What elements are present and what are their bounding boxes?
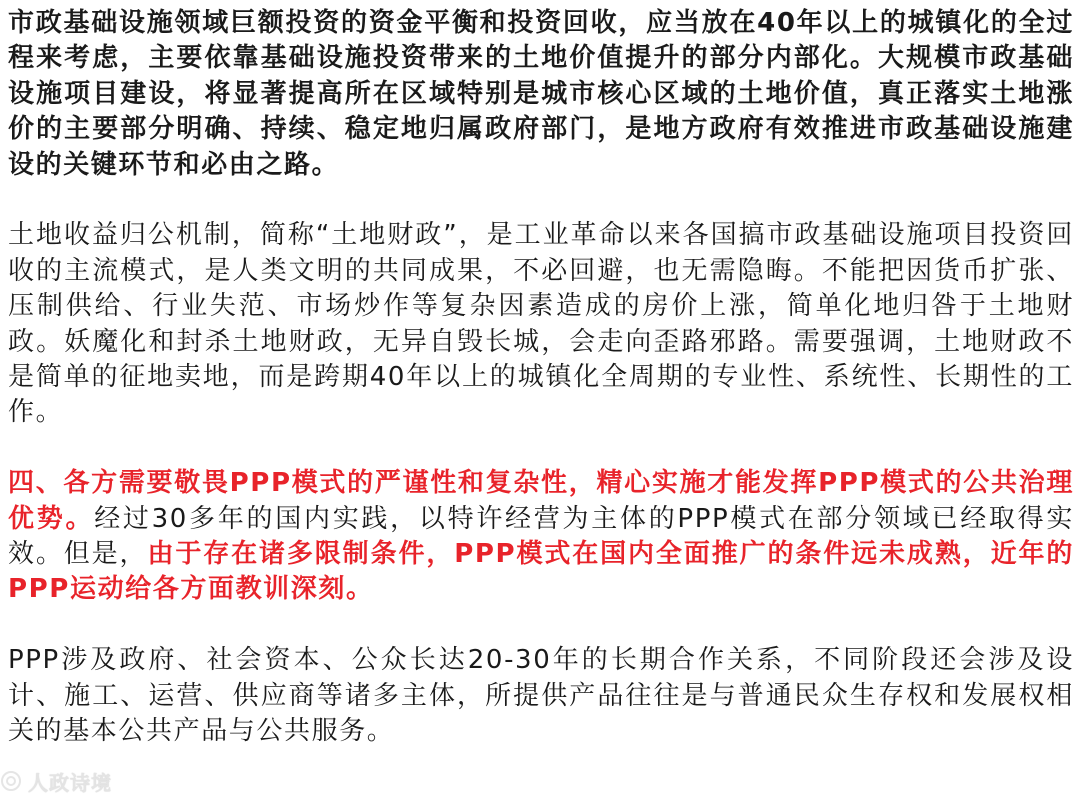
paragraph-3	[8, 466, 1074, 608]
article-body	[8, 6, 1074, 749]
paragraph-3-body: 经过30多年的国内实践，以特许经营为主体的PPP模式在部分领域已经取得实效。但是，	[8, 503, 1074, 570]
paragraph-1: 市政基础设施领域巨额投资的资金平衡和投资回收，应当放在40年以上的城镇化的全过程来考虑，主要依靠基础设施投资带来的土地价值提升的部分内部化。大规模市政基础设施项目建设，将显著提高所在区域特别是城市核心区域的土地价值，真正落实土地涨价的主要部分明确、持续、稳定地归属政府部门，是地方政府有效推进市政基础设施建设的关键环节和必由之路。	[8, 8, 1074, 180]
highlight-conclusion: 由于存在诸多限制条件，PPP模式在国内全面推广的条件远未成熟，近年的PPP运动给各方面教训深刻。	[8, 539, 1074, 605]
watermark-text: 人政诗境	[28, 770, 112, 795]
paragraph-2: 土地收益归公机制，简称“土地财政”，是工业革命以来各国搞市政基础设施项目投资回收的主流模式，是人类文明的共同成果，不必回避，也无需隐晦。不能把因货币扩张、压制供给、行业失范、市场炒作等复杂因素造成的房价上涨，简单化地归咎于土地财政。妖魔化和封杀土地财政，无异自毁长城，会走向歪路邪路。需要强调，土地财政不是简单的征地卖地，而是跨期40年以上的城镇化全周期的专业性、系统性、长期性的工作。	[8, 220, 1074, 428]
highlight-heading: 四、各方需要敬畏PPP模式的严谨性和复杂性，精心实施才能发挥PPP模式的公共治理优势。	[8, 468, 1074, 534]
paragraph-4: PPP涉及政府、社会资本、公众长达20-30年的长期合作关系，不同阶段还会涉及设计、施工、运营、供应商等诸多主体，所提供产品往往是与普通民众生存权和发展权相关的基本公共产品与公共服务。	[8, 645, 1074, 747]
camera-icon	[0, 770, 22, 792]
watermark	[0, 768, 112, 794]
